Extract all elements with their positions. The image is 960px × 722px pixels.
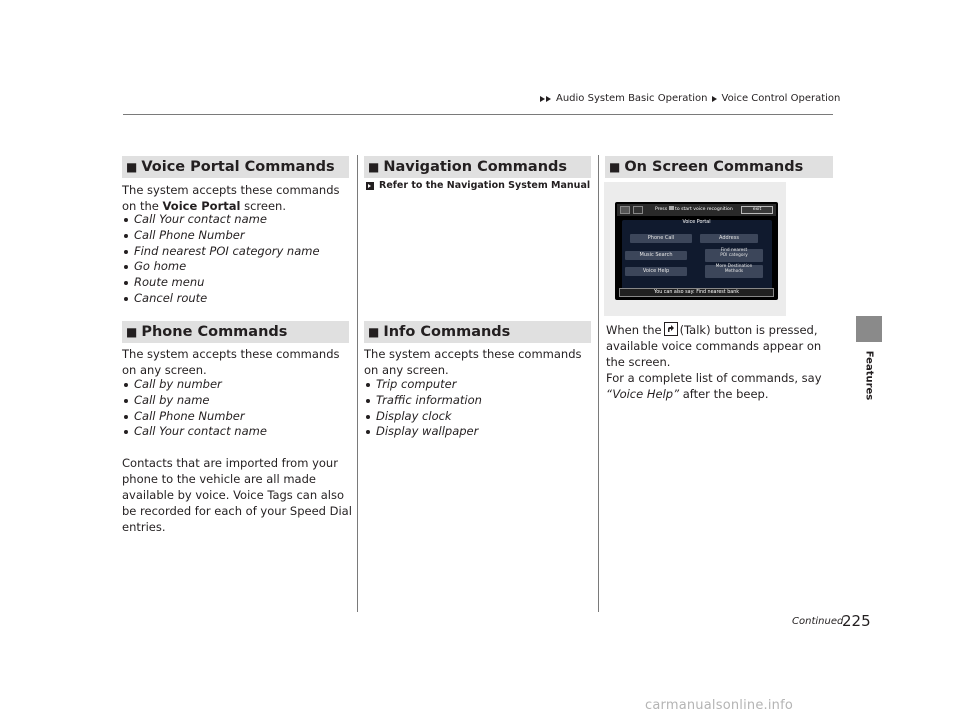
square-bullet-icon: ■: [609, 160, 621, 174]
breadcrumb-item[interactable]: Voice Control Operation: [721, 93, 841, 104]
reference-arrow-icon: [366, 182, 374, 190]
list-item: Display wallpaper: [364, 424, 596, 440]
address-button[interactable]: Address: [700, 234, 758, 243]
contacts-note: Contacts that are imported from your phone to the vehicle are all made available by voice. Voice Tags can also be recorded for each of your Speed Dial entries.: [122, 456, 352, 534]
column-divider: [357, 155, 358, 612]
phone-command-list: [122, 377, 354, 440]
voice-help-button[interactable]: Voice Help: [625, 267, 687, 276]
square-bullet-icon: ■: [368, 325, 380, 339]
phone-call-button[interactable]: Phone Call: [630, 234, 692, 243]
list-item: Call Phone Number: [122, 409, 354, 425]
section-title: Info Commands: [383, 324, 511, 340]
list-item: Call Your contact name: [122, 212, 354, 228]
exit-button[interactable]: exit: [741, 206, 773, 214]
section-title: Voice Portal Commands: [141, 159, 335, 175]
list-item: Route menu: [122, 275, 354, 291]
list-item: Cancel route: [122, 291, 354, 307]
music-search-button[interactable]: Music Search: [625, 251, 687, 260]
breadcrumb-item[interactable]: Audio System Basic Operation: [556, 93, 708, 104]
continued-label: Continued: [792, 616, 844, 627]
voice-portal-screen: [615, 202, 778, 300]
phone-commands-header: [122, 321, 349, 343]
section-title: Navigation Commands: [383, 159, 568, 175]
list-item: Trip computer: [364, 377, 596, 393]
screen-top-bar: [617, 204, 776, 216]
list-item: Traffic information: [364, 393, 596, 409]
phone-commands-intro: The system accepts these commands on any screen.: [122, 347, 340, 377]
info-commands-header: [364, 321, 591, 343]
navigation-commands-header: [364, 156, 591, 178]
list-item: Call Phone Number: [122, 228, 354, 244]
voice-portal-command-list: [122, 212, 354, 307]
find-nearest-poi-button[interactable]: Find nearest POI category: [705, 249, 763, 262]
breadcrumb: [540, 93, 840, 104]
music-icon: [633, 206, 643, 214]
more-destination-methods-button[interactable]: More Destination Methods: [705, 265, 763, 278]
navigation-manual-reference[interactable]: Refer to the Navigation System Manual: [366, 180, 590, 191]
section-tab-label: Features: [863, 350, 875, 400]
list-item: Call Your contact name: [122, 424, 354, 440]
square-bullet-icon: ■: [126, 160, 138, 174]
menu-icon: [620, 206, 630, 214]
square-bullet-icon: ■: [368, 160, 380, 174]
list-item: Call by number: [122, 377, 354, 393]
voice-portal-intro: The system accepts these commands on the Voice Portal screen.: [122, 183, 340, 213]
section-title: Phone Commands: [141, 324, 288, 340]
on-screen-description: When the (Talk) button is pressed, available voice commands appear on the screen. For a complete list of commands, say “Voice Help” after the beep.: [606, 323, 822, 401]
list-item: Call by name: [122, 393, 354, 409]
press-prompt: Press to start voice recognition: [655, 207, 733, 212]
info-command-list: [364, 377, 596, 440]
page-number: 225: [842, 612, 871, 630]
triangle-right-icon: [546, 96, 551, 102]
suggestion-bar: You can also say: Find nearest bank: [619, 288, 774, 297]
square-bullet-icon: ■: [126, 325, 138, 339]
on-screen-commands-header: [605, 156, 833, 178]
triangle-right-icon: [712, 96, 717, 102]
list-item: Go home: [122, 259, 354, 275]
list-item: Display clock: [364, 409, 596, 425]
triangle-right-icon: [540, 96, 545, 102]
watermark: carmanualsonline.info: [645, 698, 794, 713]
list-item: Find nearest POI category name: [122, 244, 354, 260]
voice-portal-header: [122, 156, 349, 178]
info-commands-intro: The system accepts these commands on any screen.: [364, 347, 582, 377]
voice-portal-title: Voice Portal: [682, 220, 711, 225]
column-divider: [598, 155, 599, 612]
section-tab[interactable]: [856, 316, 882, 342]
section-title: On Screen Commands: [624, 159, 804, 175]
talk-button-icon: [664, 322, 678, 336]
header-rule: [123, 114, 833, 115]
